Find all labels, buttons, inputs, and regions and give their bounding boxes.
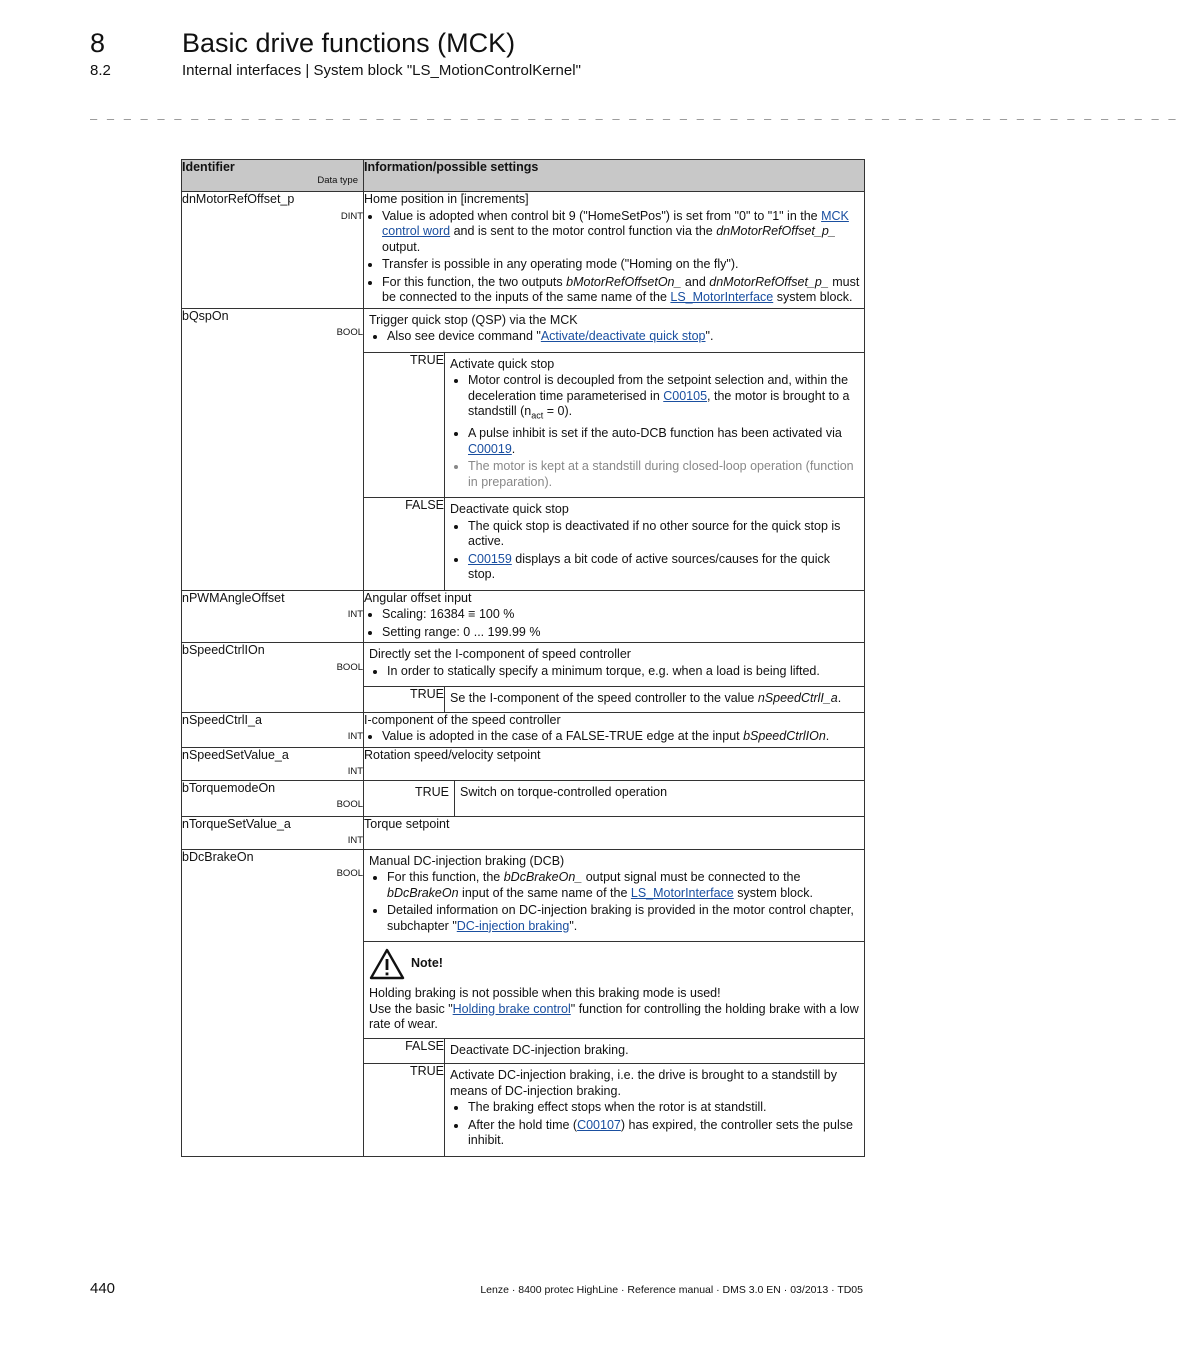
- value-true: TRUE: [364, 687, 445, 712]
- identifier-cell: [182, 816, 364, 849]
- identifier: dnMotorRefOffset_p: [182, 192, 295, 206]
- data-type: INT: [347, 731, 363, 742]
- warning-icon: [369, 948, 405, 980]
- info-cell: Manual DC-injection braking (DCB) • For this function, the bDcBrakeOn_ output signal must be connected to the bDcBrakeOn input of the same name of the LS_MotorInterface system block. • Detailed information on DC-injection braking is provided in the motor control chapter, subchapter "DC-injection braking". Note! Holding braking is not possible when this braking mode is used! Use the basic "Holding brake control" function for controlling the holding brake with a low rate of wear. FALSE Deactivate DC-injection braking. TRUE Activate DC-injection braking, i.e. the drive is brought to a standstill by means of DC-injection braking. • The braking effect stops when the rotor is at standstill. • After the hold time (C00107) has expired, the controller sets the pulse inhibit.: [364, 849, 865, 1156]
- identifier-cell: [182, 849, 364, 1156]
- identifier-cell: [182, 747, 364, 780]
- table-row: [182, 643, 865, 713]
- table-row: [182, 849, 865, 1156]
- column-header-data-type: Data type: [317, 174, 358, 186]
- info-cell: TRUE Switch on torque-controlled operation: [364, 780, 865, 816]
- info-cell: I-component of the speed controller • Value is adopted in the case of a FALSE-TRUE edge at the input bSpeedCtrlIOn.: [364, 712, 865, 747]
- chapter-title: Basic drive functions (MCK): [182, 28, 516, 58]
- value-false: FALSE: [364, 1038, 445, 1064]
- info-cell: Torque setpoint: [364, 816, 865, 849]
- identifier: nSpeedCtrlI_a: [182, 712, 262, 727]
- info-cell: Rotation speed/velocity setpoint: [364, 747, 865, 780]
- table-header-row: [182, 160, 865, 192]
- list-item: • Value is adopted in the case of a FALSE-TRUE edge at the input bSpeedCtrlIOn.: [382, 729, 864, 745]
- info-cell: Trigger quick stop (QSP) via the MCK • Also see device command "Activate/deactivate quick stop". TRUE Activate quick stop • Motor control is decoupled from the setpoint selection and, within the deceleration time parameterised in C00105, the motor is brought to a standstill $(n_{act} = 0)$. • A pulse inhibit is set if the auto-DCB function has been activated via C00019. • The motor is kept at a standstill during closed-loop operation (function in preparation). FALSE Deactivate quick stop • The quick stop is deactivated if no other source for the quick stop is active. • C00159 displays a bit code of active sources/causes for the quick stop.: [364, 308, 865, 590]
- identifier: nPWMAngleOffset: [182, 590, 285, 605]
- table-row: [182, 712, 865, 747]
- info-cell: Directly set the I-component of speed controller • In order to statically specify a minimum torque, e.g. when a load is being lifted. TRUE Se the I-component of the speed controller to the value nSpeedCtrlI_a.: [364, 643, 865, 713]
- link-holding-brake-control[interactable]: Holding brake control: [452, 1001, 571, 1016]
- identifier-cell: [182, 643, 364, 713]
- data-type: INT: [347, 609, 363, 620]
- identifier: bQspOn: [182, 308, 229, 323]
- column-header-identifier: Identifier Data type: [182, 160, 364, 192]
- section-title: Internal interfaces | System block "LS_MotionControlKernel": [182, 62, 581, 79]
- list-item: • For this function, the two outputs bMotorRefOffsetOn_ and dnMotorRefOffset_p_ must be connected to the inputs of the same name of the LS_MotorInterface system block.: [382, 275, 864, 306]
- note-box: Note! Holding braking is not possible when this braking mode is used! Use the basic "Holding brake control" function for controlling the holding brake with a low rate of wear.: [364, 941, 864, 1038]
- info-cell: Angular offset input • Scaling: 16384 ≡ 100 % • Setting range: 0 ... 199.99 %: [364, 590, 865, 643]
- link-ls-motorinterface[interactable]: LS_MotorInterface: [670, 290, 774, 304]
- value-false: FALSE: [364, 498, 445, 590]
- identifier: nSpeedSetValue_a: [182, 747, 289, 762]
- list-item: • The quick stop is deactivated if no other source for the quick stop is active.: [468, 519, 859, 550]
- link-c00019[interactable]: C00019: [468, 441, 512, 456]
- list-item: • Detailed information on DC-injection braking is provided in the motor control chapter, subchapter "DC-injection braking".: [387, 903, 859, 934]
- data-type: BOOL: [336, 327, 363, 338]
- list-item: • The motor is kept at a standstill during closed-loop operation (function in preparation).: [468, 459, 859, 490]
- list-item: • The braking effect stops when the rotor is at standstill.: [468, 1100, 859, 1116]
- list-item: • In order to statically specify a minimum torque, e.g. when a load is being lifted.: [387, 664, 859, 680]
- page-number: 440: [90, 1280, 116, 1297]
- info-cell: Home position in [increments] • Value is adopted when control bit 9 ("HomeSetPos") is set from "0" to "1" in the MCK control word and is sent to the motor control function via the dnMotorRefOffset_p_ output. • Transfer is possible in any operating mode ("Homing on the fly"). • For this function, the two outputs bMotorRefOffsetOn_ and dnMotorRefOffset_p_ must be connected to the inputs of the same name of the LS_MotorInterface system block.: [364, 192, 865, 309]
- table-row: [182, 590, 865, 643]
- table-row: [182, 192, 865, 309]
- table-row: [182, 308, 865, 590]
- identifier: bTorquemodeOn: [182, 780, 276, 795]
- list-item: • C00159 displays a bit code of active sources/causes for the quick stop.: [468, 552, 859, 583]
- link-c00107[interactable]: C00107: [577, 1117, 621, 1132]
- section-number: 8.2: [90, 62, 111, 79]
- identifier: nTorqueSetValue_a: [182, 816, 291, 831]
- table-row: [182, 780, 865, 816]
- footer-text: Lenze · 8400 protec HighLine · Reference manual · DMS 3.0 EN · 03/2013 · TD05: [480, 1284, 863, 1296]
- table-row: [182, 816, 865, 849]
- data-type: INT: [347, 766, 363, 777]
- list-item: • Setting range: 0 ... 199.99 %: [382, 625, 864, 641]
- table-row: [182, 747, 865, 780]
- header-separator: _ _ _ _ _ _ _ _ _ _ _ _ _ _ _ _ _ _ _ _ _ _ _ _ _ _ _ _ _ _ _ _ _ _ _ _ _ _ _ _ _ _ _ _ _ _ _ _ _ _ _ _ _ _ _ _ _ _ _ _ _ _ _ _ _: [90, 106, 1177, 120]
- link-activate-quick-stop[interactable]: Activate/deactivate quick stop: [540, 329, 706, 343]
- data-type: BOOL: [336, 661, 363, 673]
- identifier-cell: [182, 192, 364, 309]
- list-item: • Scaling: 16384 ≡ 100 %: [382, 607, 864, 623]
- link-c00159[interactable]: C00159: [468, 551, 512, 566]
- link-dc-injection-braking[interactable]: DC-injection braking: [456, 918, 570, 933]
- link-c00105[interactable]: C00105: [663, 388, 708, 403]
- note-title: Note!: [411, 956, 443, 971]
- list-item: • After the hold time (C00107) has expired, the controller sets the pulse inhibit.: [468, 1118, 859, 1149]
- link-ls-motorinterface[interactable]: LS_MotorInterface: [630, 885, 734, 900]
- list-item: • For this function, the bDcBrakeOn_ output signal must be connected to the bDcBrakeOn input of the same name of the LS_MotorInterface system block.: [387, 870, 859, 901]
- value-true: TRUE: [364, 1064, 445, 1156]
- link-mck-control-word[interactable]: MCK control word: [382, 208, 849, 238]
- data-type: BOOL: [336, 799, 363, 810]
- data-type: DINT: [340, 210, 363, 222]
- data-type: BOOL: [336, 868, 363, 879]
- identifier-cell: [182, 590, 364, 643]
- list-item: • A pulse inhibit is set if the auto-DCB function has been activated via C00019.: [468, 426, 859, 457]
- identifier: bSpeedCtrlIOn: [182, 643, 265, 657]
- column-header-information: Information/possible settings: [364, 160, 865, 192]
- value-true: TRUE: [364, 781, 455, 816]
- value-true: TRUE: [364, 352, 445, 498]
- list-item: • Transfer is possible in any operating mode ("Homing on the fly").: [382, 257, 864, 273]
- identifier: bDcBrakeOn: [182, 849, 254, 864]
- list-item: • Motor control is decoupled from the setpoint selection and, within the deceleration time parameterised in C00105, the motor is brought to a standstill $(n_{act} = 0)$.: [468, 373, 859, 424]
- parameter-table: [181, 159, 865, 1157]
- data-type: INT: [347, 835, 363, 846]
- list-item: • Also see device command "Activate/deactivate quick stop".: [387, 329, 859, 345]
- chapter-number: 8: [90, 28, 106, 58]
- identifier-cell: [182, 712, 364, 747]
- identifier-cell: [182, 780, 364, 816]
- list-item: • Value is adopted when control bit 9 ("HomeSetPos") is set from "0" to "1" in the MCK control word and is sent to the motor control function via the dnMotorRefOffset_p_ output.: [382, 209, 864, 256]
- identifier-cell: [182, 308, 364, 590]
